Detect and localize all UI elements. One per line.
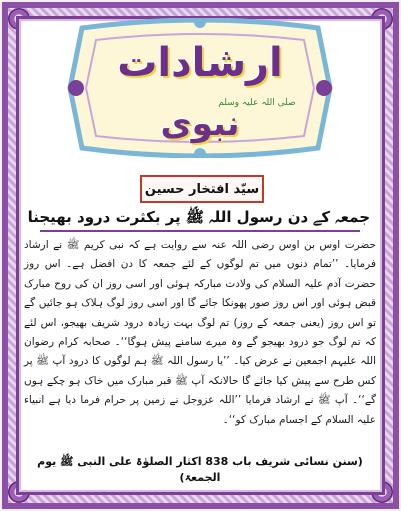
title-banner xyxy=(62,18,338,158)
page-subtitle: نبوی xyxy=(160,104,240,144)
article-body xyxy=(24,236,376,430)
heading-divider xyxy=(40,230,360,232)
hadith-reference: (سنن نسائی شریف باب 838 اکثار الصلوٰۃ علی النبی ﷺ یوم الجمعۃ) xyxy=(37,455,363,484)
salutation-text: صلی اللہ علیہ وسلم xyxy=(218,98,296,108)
author-name: سیّد افتخار حسین xyxy=(140,175,264,203)
article-heading: جمعہ کے دن رسول اللہ ﷺ پر بکثرت درود بھیجنا xyxy=(27,208,370,226)
body-paragraph: حضرت اوس بن اوس رضی اللہ عنہ سے روایت ہے کہ نبی کریم ﷺ نے ارشاد فرمایا۔ ’’تمام دنوں میں تم لوگوں کے لئے جمعہ کا دن افضل ہے۔ اس روز حضرت آدم علیہ السلام کی ولادت مبارکہ ہوئی اور اسی روز ان کی روح مبارک قبض ہوئی اور اس روز صور پھونکا جائے گا اور اسی روز لوگ ہلاک ہو جائیں گے تو اس روز (یعنی جمعہ کے روز) تم لوگ بہت زیادہ درود شریف بھیجو، اس لئے کہ تم لوگ جو درود بھیجو گے وہ میرے سامنے پیش ہوگا‘‘۔ صحابہ کرام رضوان اللہ علیہم اجمعین نے عرض کیا۔ ’’یا رسول اللہ ﷺ ہم لوگوں کا درود آپ ﷺ پر کس طرح سے پیش کیا جائے گا حالانکہ آپ ﷺ قبر مبارک میں خاک ہو چکے ہوں گے‘‘۔ آپ ﷺ نے ارشاد فرمایا ’’اللہ عزوجل نے زمین پر حرام فرما دیا ہے انبیاء علیہ السلام کے اجسام مبارک کو‘‘۔ xyxy=(24,239,376,426)
page-title: ارشادات xyxy=(117,40,283,86)
